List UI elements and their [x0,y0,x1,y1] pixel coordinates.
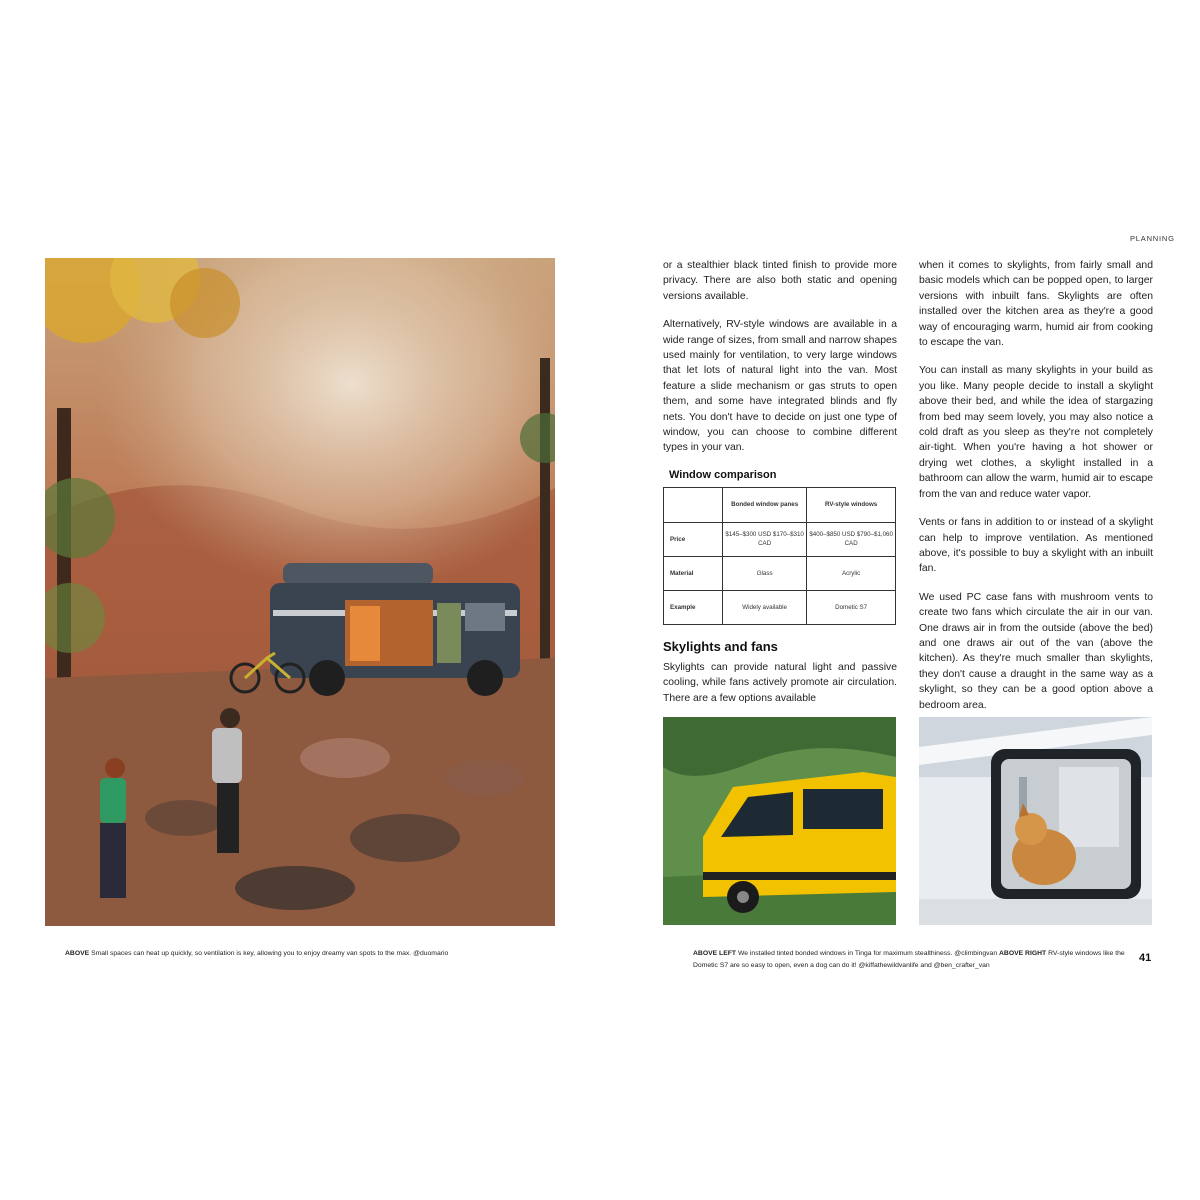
paragraph: You can install as many skylights in your build as you like. Many people decide to install a skylight above their bed, and while the idea of stargazing from bed may seem lovely, you may also notice a cold draft as you sleep as they're not completely air-tight. When you're having a hot shower or drying wet clothes, a skylight installed in a bathroom can allow the warm, humid air to escape from the van and reduce water vapor. [919,365,1153,500]
table-header-rv: RV-style windows [807,487,896,522]
page-number: 41 [1139,952,1152,964]
dog-window-photo [919,717,1152,925]
table-row [664,590,896,624]
paragraph: We used PC case fans with mushroom vents to create two fans which circulate the air in our van. One draws air in from the outside (above the bed) and one draws air out of the van (above the kitchen). As they're much smaller than skylights, they don't cause a draught in the same way as a skylight, so they can be a good option above a bedroom area. [919,591,1153,711]
dog-in-window-image [919,717,1152,925]
table-row [664,556,896,590]
yellow-van-image [663,717,896,925]
row-label: Example [664,590,723,624]
right-caption [693,948,1131,971]
paragraph: or a stealthier black tinted finish to provide more privacy. There are also both static and opening versions available. [663,260,897,302]
table-cell: Dometic S7 [807,590,896,624]
table-title: Window comparison [669,468,777,481]
table-cell: $400–$850 USD $790–$1,060 CAD [807,522,896,556]
caption-text: RV-style windows like the Dometic S7 are so easy to open, even a dog can do it! @kiffathewildvanlife and @ben_crafter_van [693,950,1125,969]
hero-photo [45,258,555,926]
running-head: PLANNING [1130,234,1175,243]
paragraph: when it comes to skylights, from fairly small and basic models which can be popped open, to larger versions with inbuilt fans. Skylights are often installed over the kitchen area as they're a good way of encouraging warm, humid air from cooking to escape the van. [919,260,1153,349]
table-header-bonded: Bonded window panes [723,487,807,522]
paragraph: Skylights can provide natural light and passive cooling, while fans actively promote air circulation. There are a few options available [663,661,897,704]
table-header-empty [664,487,723,522]
paragraph: Vents or fans in addition to or instead of a skylight can help to improve ventilation. As mentioned above, it's possible to buy a skylight with an inbuilt fan. [919,517,1153,575]
row-label: Price [664,522,723,556]
left-caption [65,948,547,960]
text-column-1 [663,258,897,719]
row-label: Material [664,556,723,590]
table-cell: $145–$300 USD $170–$310 CAD [723,522,807,556]
paragraph: Alternatively, RV-style windows are available in a wide range of sizes, from small and narrow shapes used mainly for ventilation, to very large windows that let lots of natural light into the van. Most feature a slide mechanism or gas struts to open them, and some have integrated blinds and fly nets. You don't have to decide on just one type of window, you can choose to combine different types in your van. [663,319,897,454]
caption-text: Small spaces can heat up quickly, so ventilation is key, allowing you to enjoy dreamy van spots to the max. @duomario [91,950,449,957]
text-column-2 [919,258,1153,726]
table-cell: Acrylic [807,556,896,590]
table-row [664,522,896,556]
campervan-trail-image [45,258,555,926]
caption-label: ABOVE RIGHT [999,950,1047,957]
caption-text: We installed tinted bonded windows in Tinga for maximum stealthiness. @climbingvan [737,950,998,957]
caption-label: ABOVE LEFT [693,950,737,957]
table-cell: Glass [723,556,807,590]
table-cell: Widely available [723,590,807,624]
window-comparison-table [663,487,896,625]
caption-label: ABOVE [65,950,90,957]
section-heading: Skylights and fans [663,638,778,654]
yellow-van-photo [663,717,896,925]
